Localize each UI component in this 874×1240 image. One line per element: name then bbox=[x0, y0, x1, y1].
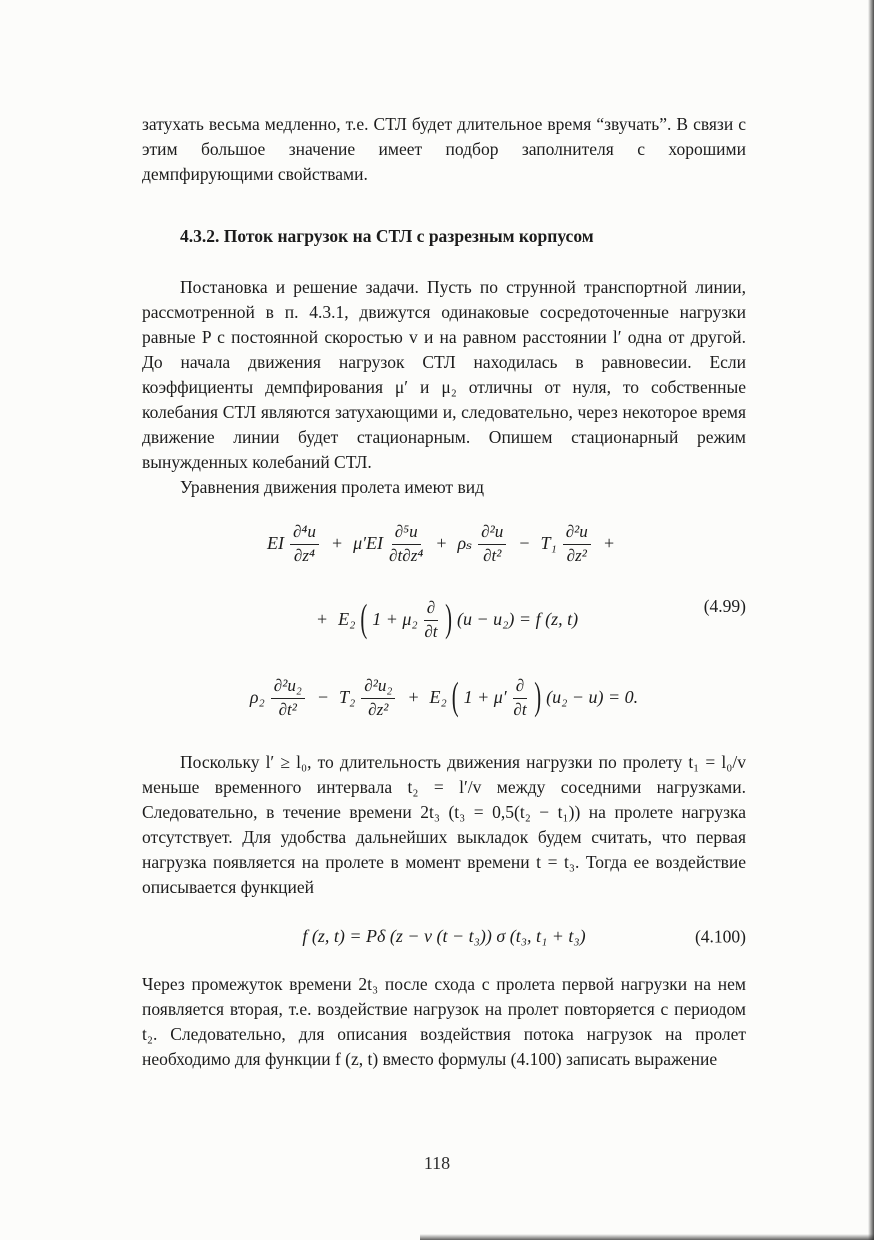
equation-4-100-line bbox=[142, 926, 746, 948]
equation-u2 bbox=[142, 676, 746, 720]
fraction-numerator: ∂ bbox=[513, 676, 527, 699]
equation-number: (4.100) bbox=[694, 926, 746, 947]
eq-operator: + bbox=[315, 609, 329, 630]
eq-term: T₁ bbox=[540, 533, 557, 554]
equation-number: (4.99) bbox=[703, 596, 746, 616]
fraction-denominator: ∂t² bbox=[483, 545, 502, 565]
eq-term: E₂ bbox=[429, 687, 447, 708]
fraction bbox=[563, 522, 591, 566]
eq-term: E₂ bbox=[338, 609, 356, 630]
eq-term: μ′EI bbox=[353, 533, 384, 554]
scan-edge-artifact bbox=[420, 1234, 874, 1240]
fraction-denominator: ∂z² bbox=[368, 699, 389, 719]
eq-operator: − bbox=[518, 533, 531, 554]
eq-operator: + bbox=[435, 533, 448, 554]
equation-4-100 bbox=[142, 926, 746, 948]
big-left-paren: ( bbox=[451, 676, 459, 719]
fraction-denominator: ∂z⁴ bbox=[293, 545, 315, 565]
fraction-denominator: ∂t bbox=[513, 699, 527, 719]
fraction bbox=[290, 522, 319, 566]
fraction-numerator: ∂²u₂ bbox=[271, 676, 305, 699]
paragraph-equation-intro: Уравнения движения пролета имеют вид bbox=[180, 477, 484, 497]
paragraph-continuation: затухать весьма медленно, т.е. СТЛ будет длительное время “звучать”. В связи с этим большое значение имеет подбор заполнителя с хорошими демпфирующими свойствами. bbox=[142, 114, 746, 184]
fraction bbox=[513, 676, 527, 720]
fraction bbox=[271, 676, 305, 720]
fraction-numerator: ∂²u₂ bbox=[361, 676, 395, 699]
eq-term: EI bbox=[266, 533, 284, 554]
fraction-numerator: ∂²u bbox=[563, 522, 591, 545]
fraction-numerator: ∂²u bbox=[478, 522, 506, 545]
eq-operator: + bbox=[407, 687, 420, 708]
paragraph-load-timing: Поскольку l′ ≥ l₀, то длительность движения нагрузки по пролету t₁ = l₀/v меньше временного интервала t₂ = l′/v между соседними нагрузками. Следовательно, в течение времени 2t₃ (t₃ = 0,5(t₂ − t₁)) на пролете нагрузка отсутствует. Для удобства дальнейших выкладок будем считать, что первая нагрузка появляется на пролете в момент времени t = t₃. Тогда ее воздействие описывается функцией bbox=[142, 752, 746, 897]
eq-term: f (z, t) = Pδ (z − v (t − t₃)) σ (t₃, t₁ + t₃) bbox=[302, 926, 586, 946]
equation-4-99 bbox=[142, 522, 746, 642]
fraction-numerator: ∂⁵u bbox=[392, 522, 421, 545]
big-right-paren: ) bbox=[445, 598, 453, 641]
section-heading: 4.3.2. Поток нагрузок на СТЛ с разрезным корпусом bbox=[180, 226, 594, 246]
eq-term: (u − u₂) = f (z, t) bbox=[457, 609, 579, 630]
fraction-numerator: ∂ bbox=[424, 598, 438, 621]
eq-term: 1 + μ′ bbox=[463, 687, 507, 708]
paragraph-problem-statement: Постановка и решение задачи. Пусть по струнной транспортной линии, рассмотренной в п. 4.3.1, движутся одинаковые сосредоточенные нагрузки равные P с постоянной скоростью v и на равном расстоянии l′ одна от другой. До начала движения нагрузок СТЛ находилась в равновесии. Если коэффициенты демпфирования μ′ и μ₂ отличны от нуля, то собственные колебания СТЛ являются затухающими и, следовательно, через некоторое время движение линии будет стационарным. Опишем стационарный режим вынужденных колебаний СТЛ. bbox=[142, 277, 746, 472]
eq-operator: + bbox=[602, 533, 616, 554]
eq-term: 1 + μ₂ bbox=[372, 609, 418, 630]
eq-term: ρₛ bbox=[457, 533, 473, 554]
eq-term: T₂ bbox=[338, 687, 356, 708]
fraction-denominator: ∂t² bbox=[278, 699, 297, 719]
fraction bbox=[478, 522, 506, 566]
eq-operator: − bbox=[316, 687, 329, 708]
equation-u2-line bbox=[142, 676, 746, 720]
eq-operator: + bbox=[330, 533, 344, 554]
fraction-numerator: ∂⁴u bbox=[290, 522, 319, 545]
fraction bbox=[424, 598, 438, 642]
fraction-denominator: ∂t bbox=[424, 621, 438, 641]
page-number: 118 bbox=[423, 1153, 451, 1173]
fraction bbox=[389, 522, 423, 566]
big-right-paren: ) bbox=[534, 676, 542, 719]
equation-4-99-line-2 bbox=[142, 598, 746, 642]
equation-4-99-line-1 bbox=[142, 522, 746, 566]
fraction bbox=[361, 676, 395, 720]
paragraph-load-flow: Через промежуток времени 2t₃ после схода с пролета первой нагрузки на нем появляется вторая, т.е. воздействие нагрузок на пролет повторяется с периодом t₂. Следовательно, для описания воздействия потока нагрузок на пролет необходимо для функции f (z, t) вместо формулы (4.100) записать выражение bbox=[142, 973, 746, 1069]
fraction-denominator: ∂t∂z⁴ bbox=[389, 545, 424, 565]
fraction-denominator: ∂z² bbox=[566, 545, 587, 565]
scan-edge-artifact bbox=[868, 0, 874, 1240]
big-left-paren: ( bbox=[360, 598, 368, 641]
eq-term: ρ₂ bbox=[249, 687, 265, 708]
eq-term: (u₂ − u) = 0. bbox=[546, 687, 639, 708]
